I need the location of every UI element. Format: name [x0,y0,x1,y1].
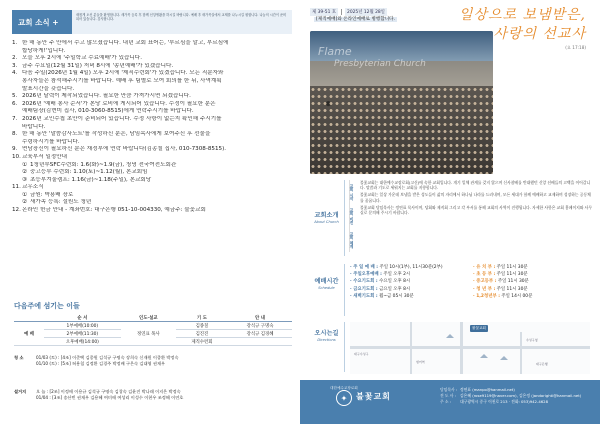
worship-service-name: · 수요기도회 : [350,279,378,285]
news-item [12,86,294,94]
news-item [12,63,294,71]
dishwashing-schedule [14,389,292,401]
news-item-text: 온라인 헌금 안내 - 계좌번호: 대구은행 051-10-004330, 예금주: 불꽃교회 [22,207,206,214]
footer-contact-value: 대구광역시 중구 이천로 213 · 전화: 053)942-4628 [460,399,548,405]
news-item-text: 교육부서 일정안내 [22,153,68,160]
worship-service-name: · 유 치 부 : [473,265,496,270]
news-item [12,162,294,170]
worship-row [473,271,590,278]
worship-service-name: · 청 년 부 : [473,286,496,292]
worship-service-name: · 새벽기도회 : [350,293,378,299]
worship-row [473,286,590,293]
photo-caption-church: Presbyterian Church [334,59,426,69]
worship-service-name: · 주일오후예배 : [350,272,382,278]
news-item-text: 금원: 박용배 장로 [30,191,74,198]
photo-faces [310,86,493,174]
edition-divider [341,9,342,15]
worship-label-ko: 예배시간 [314,278,339,285]
dishwashing-line: 오 늘 : [2조] 이정애 이용규 김석규 구명숙 김창숙 김윤진 박나래 이지은 박정숙 [36,389,181,394]
news-item-number: ① [22,161,28,168]
about-paragraph: 불꽃교회는 대한예수교장로회(고신)에 속한 교회입니다. 개기 일체 관계를 갖지 않으며 신사참배를 반대했던 신앙 선배들의 고백을 이어갑니다. 말씀과 기도로 세워지는 교회를 지향합니다. [360,180,591,191]
edition-bar [310,8,387,16]
bible-verse: (요 17:18) [565,45,586,50]
footer-contact-key: 담임목사 : [440,387,458,392]
news-item-text: 2026년 '예배 봉사 순서'가 본당 로비에 게시되어 있습니다. 수정이 필요한 분은 [22,100,216,107]
footer-contact-value: 김은혜 (rose9119@naver.com), 김은정 (jandorighti@hanmail.net) [460,393,582,399]
news-item [12,154,294,162]
about-label [310,210,343,224]
duty-cell [228,338,292,346]
map-label: 수성구청 [526,338,538,342]
news-item-number: ① [22,191,28,198]
worship-service-time: 주일 11시 30분 [497,279,529,285]
news-item-number: 7. [12,115,18,122]
footer-denomination: 대한예수교장로회 [330,386,358,390]
map-label: 범어역 [416,360,425,364]
about-tags [349,180,357,252]
news-item [12,124,294,132]
worship-service-name: · 초 등 부 : [473,272,496,278]
worship-service-time: 주일 10시(1부), 11시30분(2부) [379,265,443,270]
map-label: 대구은행 [536,362,548,366]
news-item-text: 봉사자들은 참석해주시기를 바랍니다. 예배 후 팀별로 모여 회의를 한 뒤, 사역계획 [22,77,222,84]
news-item-number: 9. [12,146,18,153]
worship-row [350,293,467,300]
cleaning-schedule [14,355,292,367]
news-item [12,55,294,63]
duty-cell: 2부예배(11:30) [44,330,121,338]
news-item [12,169,294,177]
edition-date: 2025년 12월 28일 [347,10,385,15]
title-line-1: 일상으로 보냄받은, [458,7,586,23]
news-item-text: 초등부겨울캠프: 1.16(금)~1.18(주일), 본교회당 [30,176,152,183]
right-page [300,0,600,424]
worship-row [350,286,467,293]
news-item [12,40,294,48]
news-item-text: 한 해 동안 주 안에서 수고 많으셨습니다. 내년 교회 표어는, '부르심을 알고, 부르심에 [22,40,229,46]
directions-label [310,328,343,342]
news-item-number: 2. [12,55,18,62]
news-item [12,48,294,56]
worship-service-time: 주일 11시 30분 [496,272,528,278]
about-tag: 교회 비전 [349,204,355,228]
worship-service-time: 수요일 오후 8시 [379,279,411,285]
worship-section [310,264,590,316]
worship-service-time: 주일 오후 2시 [383,272,411,278]
duty-header: 인도·설교 [121,314,176,322]
worship-row [350,278,467,285]
news-item-number: 10. [12,153,21,160]
worship-row [350,264,467,271]
footer-contact-key: 전 도 사 : [440,393,456,399]
about-paragraph: 불꽃교회는 일상 가운데 보냄을 받은 성도들이 삶의 자리에서 하나님 나라를 드러내며, 모든 세대가 함께 예배하고 교제하며 성장하는 공동체를 꿈꿉니다. [360,192,591,203]
duty-rowhead: 예 배 [14,322,44,346]
duty-cell: 1부예배(10:00) [44,322,121,330]
news-item-text: 면담장신이 필요하신 분은 재정부에 연락 바랍니다(김종칠 집사, 010-7308-8515). [22,146,227,153]
news-item [12,199,294,207]
location-map [350,322,590,374]
worship-label [310,276,343,290]
about-label-ko: 교회소개 [314,212,339,219]
worship-row [473,293,590,300]
footer-contact-key: 주 소 : [440,399,452,405]
about-section [310,180,590,258]
flame-logo-icon: ✦ [336,390,352,406]
news-item-text: 한 해 동안 '말씀감사노트'를 작성하신 분은, 담임목사에게 보여주신 후 선물을 [22,131,211,138]
news-intro: 새롭게 오신 분들을 환영합니다. 새가족 등록 후 함께 신앙생활을 하시길 바랍니다. 예배 후 새가족실에서 교제를 나누시길 원합니다. 나눔의 시간이 준비되어 있습니다. 감사합니다. [72,10,292,34]
directions-label-ko: 오시는길 [314,330,339,337]
map-road [520,332,522,374]
news-item [12,131,294,139]
footer [300,380,600,424]
edition-number: 제 39-51 호 [312,10,337,15]
news-item-text: 교우소식 [22,184,44,191]
news-item [12,78,294,86]
news-item-number: 6. [12,100,18,107]
duty-cell: 강석규 구명숙 [228,322,292,330]
duty-table [14,314,292,346]
about-tag: 교회 체계 [349,228,355,252]
cleaning-line: 01/10 (토) : [5조] 허용철 김정환 김경주 박정배 구은숙 김대영 권재우 [36,361,166,367]
news-header [12,10,292,34]
dishwashing-line: 01/04 : [3조] 송산빈 권재우 김용혜 여미애 여성리 이성수 이현우 조정해 이연호 [36,395,184,401]
news-item-number: 1. [12,40,18,46]
duty-cell: 오후예배(14:00) [44,338,121,346]
edition-subtitle [314,16,397,22]
map-road [350,346,590,349]
duty-cell: 김종칠 [176,322,228,330]
footer-church-name: 불꽃교회 [356,392,391,401]
worship-row [473,264,590,271]
map-road [410,322,412,374]
title-line-2: 사랑의 선교사 [493,26,586,42]
news-item [12,184,294,192]
news-item-number: 4. [12,70,18,77]
map-building-icon [480,354,488,358]
duty-cell: 제직수련회 [176,338,228,346]
news-item [12,116,294,124]
news-item-text: 2026년 달력이 제작되었습니다. 필요한 만큼 가져가시면 되겠습니다. [22,93,191,100]
duty-cell: 강석규 김경혜 [228,330,292,338]
edition-subtitle-text: [제직예배]와 온라인예배로 병행합니다. [316,17,395,22]
news-item-text: 2026년 교인수첩 초안이 준비되어 있습니다. 수정 사항이 없는지 확인해 주시기를 [22,115,222,122]
worship-service-time: 주일 14시 00분 [501,293,533,299]
news-item-text: 중고등부 수련회: 1.10(토)~1.12(월), 본교회임 [30,169,148,176]
news-item-number: ② [22,169,28,176]
news-item-number: 5. [12,93,18,100]
worship-service-name: · 중고등부 : [473,279,497,285]
cleaning-line: 01/03 (토) : [4조] 이준택 김종원 김석규 구명숙 장희숙 신재원 이종환 박정숙 [36,355,179,360]
worship-row [473,278,590,285]
section-divider [344,180,345,256]
news-item-text: 수령하시기를 바랍니다. [22,138,80,145]
section-divider [344,322,345,372]
news-item-text: 발표시간을 갖습니다. [22,85,75,92]
news-item-text: 다음 주일(2026년 1월 4일) 오후 2시에 '제직수련회'가 있겠습니다. 모든 직분자와 [22,70,224,77]
map-label: 대구수성구 [354,352,369,356]
church-location-pin: 불꽃교회 [472,326,486,330]
duty-corner [14,314,44,322]
news-item-number: 8. [12,131,18,138]
about-text [360,180,592,217]
news-item-text: 새가족 등록: 설원도 청년 [30,199,92,206]
news-item-text: 바랍니다. [22,123,46,130]
about-tag: 교회 시작 [349,180,355,204]
photo-caption-flame: Flame [318,45,352,58]
directions-section [310,322,590,374]
duty-cell: 정연표 목사 [121,322,176,346]
worship-service-time: 주일 11시 30분 [496,265,528,270]
duty-cell: 김진진 [176,330,228,338]
duty-header: 안 내 [228,314,292,322]
worship-service-time: 월~금 05시 30분 [379,293,414,299]
map-building-icon [500,356,508,360]
news-item [12,93,294,101]
news-item-text: 오늘 오후 2시에 '주일학교 수료예배'가 있습니다. [22,55,142,62]
worship-service-time: 주일 11시 30분 [496,286,528,292]
congregation-photo [310,31,493,174]
news-list [12,40,294,215]
news-item-number: ② [22,199,28,206]
news-item-text: 합당하게!'입니다. [22,47,66,54]
about-paragraph: 불꽃교회 담임목사는 정연표 목사이며, 당회와 제직회 그리고 각 부서를 통해 교회의 사역이 진행됩니다. 자세한 사항은 교회 홈페이지와 사무실로 문의해 주시기 바랍니다. [360,204,592,216]
footer-contact-row [440,399,596,405]
worship-row [350,271,467,278]
cleaning-label: 청 소 [14,355,24,360]
news-item-text: 예배팀장(김현미 집사, 010-3060-8515)에게 연락주시기를 바랍니다. [22,108,194,115]
worship-grid [350,264,590,300]
news-item [12,70,294,78]
worship-service-name: · 금요기도회 : [350,286,378,292]
worship-service-time: 금요일 오후 8시 [379,286,411,292]
worship-label-en: Schedule [318,286,335,290]
news-item-number: 3. [12,62,18,69]
news-item [12,146,294,154]
news-item [12,101,294,109]
news-item [12,139,294,147]
news-item-text: 1청년부SFC수련회: 1.6(화)~1.9(금), 청녕 전국여전도회관 [30,161,177,168]
dishwashing-label: 설거지 [14,389,27,394]
map-building-icon [446,334,454,338]
duty-header: 순 서 [44,314,121,322]
news-item [12,192,294,200]
worship-column-adult [350,264,467,300]
map-road [460,322,463,374]
news-item [12,177,294,185]
news-item [12,108,294,116]
duty-header: 기 도 [176,314,228,322]
footer-contact-value: 정연표 (manpo@hanmail.net) [460,387,515,392]
worship-service-name: · 1,2청년부 : [473,293,500,299]
directions-label-en: Directions [317,338,336,342]
section-divider [344,264,345,316]
news-item-number: ③ [22,176,28,183]
worship-service-name: · 주 일 예 배 : [350,265,379,270]
news-item-number: 12. [12,207,21,214]
news-title: 교회 소식 + [12,10,72,34]
duty-row [14,322,292,330]
news-item-number: 11. [12,184,21,191]
worship-column-youth [473,264,590,300]
duty-title: 다음주에 섬기는 이들 [14,302,80,310]
about-label-en: About Church [314,220,339,224]
news-item [12,207,294,215]
footer-contact [440,387,596,406]
news-item-text: 금주 수요일(12월 31일) 저녁 8시에 '송년예배'가 있겠습니다. [22,62,174,69]
